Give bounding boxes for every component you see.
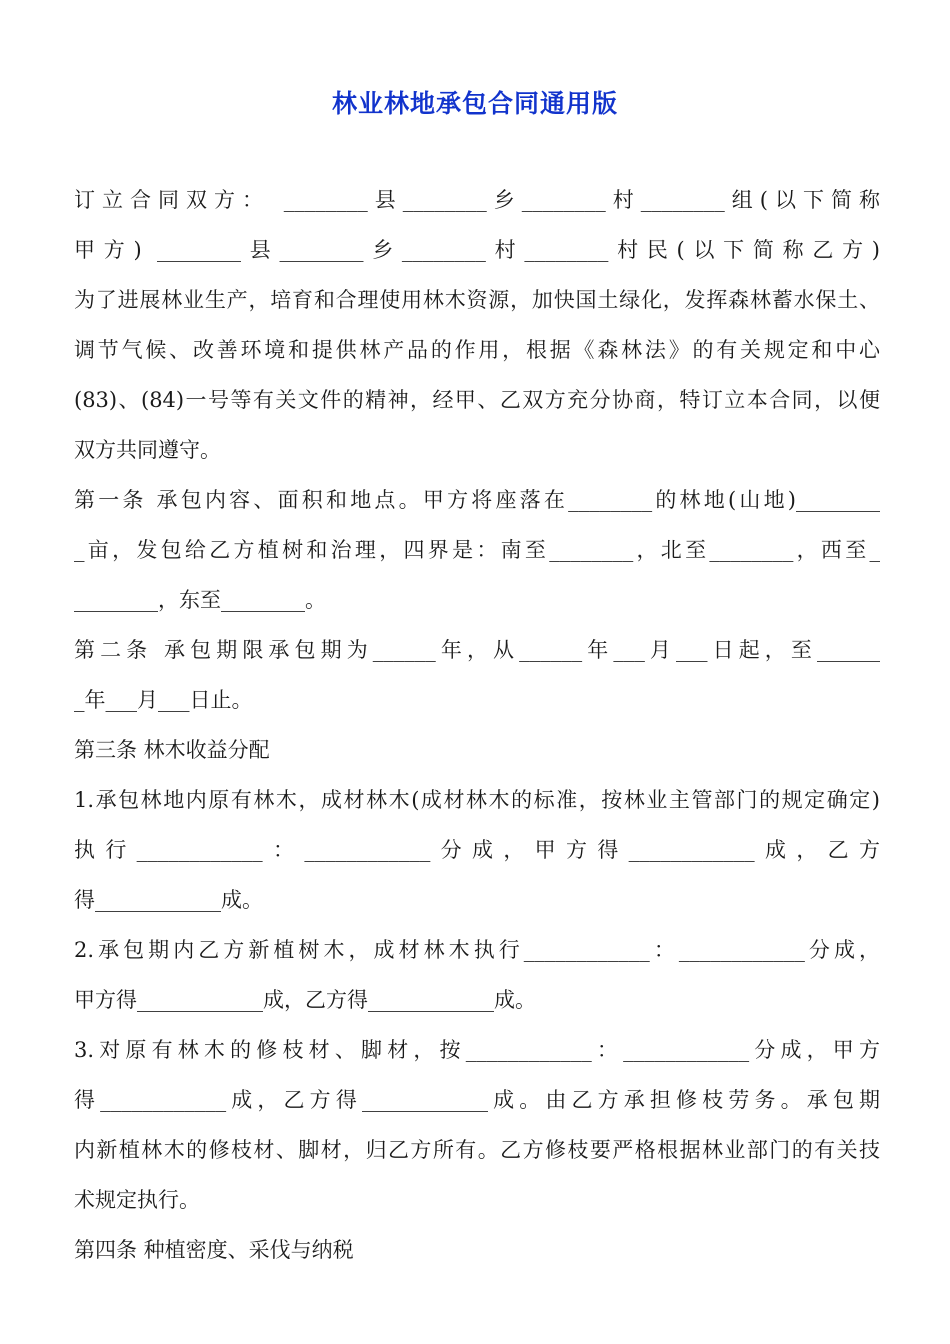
text-line: 术规定执行。 [74,1188,200,1212]
text-line: 3.对原有林木的修枝材、脚材，按____________：____________分成，甲方 [74,1038,880,1062]
text-line: 2.承包期内乙方新植树木，成材林木执行____________：____________分成， [74,938,880,962]
text-line: 为了进展林业生产，培育和合理使用林木资源，加快国土绿化，发挥森林蓄水保土、 [74,288,880,312]
text-line: 1.承包林地内原有林木，成材林木(成材林木的标准，按林业主管部门的规定确定) [74,788,880,812]
text-line: ________，东至________。 [74,588,326,612]
document-title: 林业林地承包合同通用版 [331,89,618,118]
text-line: 甲方) ________县________乡________村________村民(以下简称乙方) [74,238,880,262]
clause-4-heading: 第四条 种植密度、采伐与纳税 [74,1238,354,1262]
text-line: 得____________成，乙方得____________成。由乙方承担修枝劳务。承包期 [74,1088,880,1112]
text-line: 调节气候、改善环境和提供林产品的作用，根据《森林法》的有关规定和中心 [74,338,880,362]
text-line: 执行____________：____________分成，甲方得____________成，乙方 [74,838,880,862]
text-line: 甲方得____________成，乙方得____________成。 [74,988,536,1012]
text-line: _年___月___日止。 [74,688,253,712]
text-line: (83)、(84)一号等有关文件的精神，经甲、乙双方充分协商，特订立本合同，以便 [74,388,880,412]
text-line: 内新植林木的修枝材、脚材，归乙方所有。乙方修枝要严格根据林业部门的有关技 [74,1138,880,1162]
text-line: 双方共同遵守。 [74,438,221,462]
text-line: 得____________成。 [74,888,263,912]
clause-2-heading: 第二条 承包期限承包期为______年，从______年___月___日起，至______ [74,638,880,662]
clause-3-heading: 第三条 林木收益分配 [74,738,270,762]
clause-1-heading: 第一条 承包内容、面积和地点。甲方将座落在________的林地(山地)________ [74,488,880,512]
text-line: 订立合同双方： ________县________乡________村________组(以下简称 [74,188,880,212]
text-line: _亩，发包给乙方植树和治理，四界是：南至________，北至________，西至_ [74,538,880,562]
